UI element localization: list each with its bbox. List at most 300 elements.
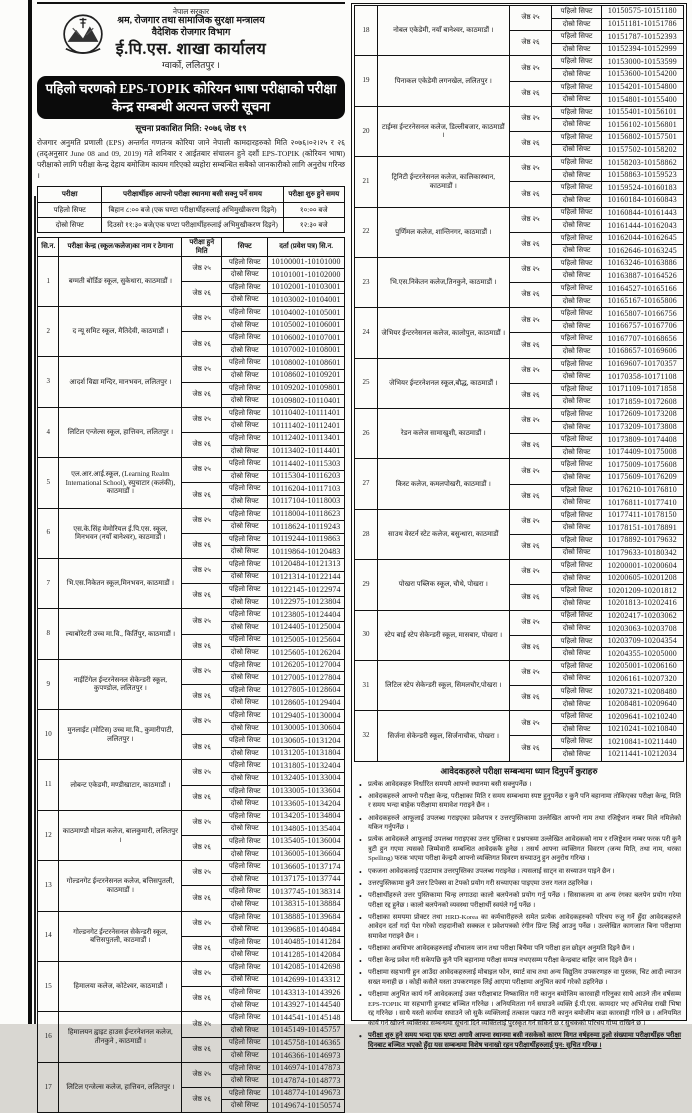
roll-number-range: 10144541-10145148 [268,1012,345,1025]
shift-label: पहिलो सिफ्ट [222,584,268,597]
shift-label: दोस्रो सिफ्ट [222,621,268,634]
exam-date: जेष्ठ २६ [182,382,222,407]
shift-label: दोस्रो सिफ्ट [552,94,601,107]
shift-label: पहिलो सिफ्ट [222,760,268,773]
exam-date: जेष्ठ २६ [182,785,222,810]
first-shift-label: पहिलो सिफ्ट [38,202,102,217]
shift-label: पहिलो सिफ्ट [222,684,268,697]
published-date: सूचना प्रकाशित मिति: २०७६ जेष्ठ १९ [135,122,247,133]
shift-label: पहिलो सिफ्ट [552,56,601,69]
exam-center-row [355,56,684,69]
shift-label: पहिलो सिफ्ट [552,484,601,497]
exam-date: जेष्ठ २५ [182,760,222,785]
shift-label: पहिलो सिफ्ट [222,407,268,420]
exam-center-row [355,257,684,270]
shift-label: पहिलो सिफ्ट [552,610,601,623]
roll-number-range: 10123805-10124404 [268,609,345,622]
shift-label: दोस्रो सिफ्ट [222,647,268,660]
exam-center-row [38,407,345,420]
shift-label: पहिलो सिफ्ट [222,1037,268,1050]
government-line: नेपाल सरकार [172,7,210,16]
roll-number-range: 10133605-10134204 [268,798,345,811]
roll-number-range: 10153000-10153599 [601,56,683,69]
exam-date: जेष्ठ २६ [182,735,222,760]
note-bullet: • आवेदकहरुले आफूलाई उपलब्ध गराइएका प्रवेशपत्र र उत्तरपुस्तिकामा उल्लेखित आफ्नो नाम तथा रजिष्ट्रेशन नम्बर मिले नमिलेको यकिन गर्नुपर्नेछ । [368,814,681,833]
center-sn: 6 [38,508,59,558]
exam-date: जेष्ठ २५ [182,961,222,986]
roll-number-range: 10138315-10138884 [268,898,345,911]
roll-number-range: 10119244-10119863 [268,533,345,546]
roll-number-range: 10173209-10173808 [601,421,683,434]
shift-col-seating-time: परीक्षार्थीहरु आफ्नो परीक्षा स्थानमा बसी सक्नु पर्ने समय [102,186,283,202]
roll-number-range: 10171109-10171858 [601,383,683,396]
roll-number-range: 10122975-10123804 [268,596,345,609]
exam-date: जेष्ठ २५ [182,659,222,684]
shift-label: पहिलो सिफ्ट [222,836,268,849]
exam-date: जेष्ठ २५ [509,711,552,736]
shift-label: दोस्रो सिफ्ट [222,344,268,357]
note-bullet: • परीक्षार्थीहरुले उत्तर पुस्तिकामा चिन्ह लगाउदा कालो बलपेनको प्रयोग गर्नु पर्नेछ । सिसाकलम वा अन्य रंगका बलपेन प्रयोग गरेमा परीक्षा रद्द हुनेछ । कालो बलपेनको व्यवस्था परीक्षार्थी स्वयंले गर्नु पर्नेछ । [368,891,681,910]
exam-date: जेष्ठ २६ [182,1037,222,1062]
centers-table-header-row [38,237,345,256]
shift-label: पहिलो सिफ्ट [552,308,601,321]
shift-label: दोस्रो सिफ्ट [552,144,601,157]
shift-label: पहिलो सिफ्ट [222,936,268,949]
shift-row-first [38,202,345,217]
center-name: हिमालया कलेज, कोटेश्वर, काठमाडौं । [59,961,182,1011]
shift-label: दोस्रो सिफ्ट [222,1050,268,1063]
exam-date: जेष्ठ २५ [182,458,222,483]
second-shift-seating: दिउसो ११:३० बजे(एक घण्टा परीक्षार्थीहरुलाई अभिमुखीकरण दिइने) [102,217,283,232]
exam-date: जेष्ठ २६ [509,434,552,459]
roll-number-range: 10145149-10145757 [268,1024,345,1037]
exam-center-row [38,558,345,571]
shift-label: दोस्रो सिफ्ट [222,521,268,534]
exam-center-row [38,307,345,320]
exam-date: जेष्ठ २५ [509,308,552,333]
exam-date: जेष्ठ २६ [182,836,222,861]
roll-number-range: 10125005-10125604 [268,634,345,647]
center-name: लोबन्ट एकेडमी, मण्डीखाटार, काठमाडौं । [59,760,182,810]
exam-date: जेष्ठ २५ [182,861,222,886]
shift-label: पहिलो सिफ्ट [222,382,268,395]
shift-label: दोस्रो सिफ्ट [222,898,268,911]
exam-centers-table-left [37,237,345,1113]
shift-label: पहिलो सिफ्ट [222,609,268,622]
exam-date: जेष्ठ २६ [509,383,552,408]
center-name: ट्रिनिटी ईन्टरनेसनल कलेज, कालिकास्थान, काठमाडौं । [378,157,510,207]
roll-number-range: 10149674-10150574 [268,1100,345,1113]
roll-number-range: 10109202-10109801 [268,382,345,395]
note-bullet: • परीक्षामा अनुचित कार्य गर्ने आवेदकलाई उक्त परीक्षाबाट निष्कासित गरी कानुन बमोजिम कारवाही गरिनुका साथै आउने तीन वर्षसम्म EPS-TOPIK मा सहभागी हुनबाट बञ्चित गरिनेछ । अनियमितता गर्न सघाउने व्यक्ति ई.पी.एस. कामदार भए अभिलेख राखी भिषा रद्द गरिनेछ । साथै यस्तो कार्यमा सघाउने जो सुकै व्यक्तिलाई तत्काल पक्राउ गरी कानुन बमोजीम कडा कारवाही गरिने छ । अनियमित कार्य गर्न खोज्ने व्यक्तिका सम्बन्धमा सूचना दिने व्यक्तिलाई पुरस्कृत गर्न सकिने छ र सुचकको परिचय गोप्य राखिने छ । [368,990,681,1028]
roll-number-range: 10119864-10120483 [268,546,345,559]
center-name: पोखरा पब्लिक स्कूल, चौथे, पोखरा । [378,560,510,610]
first-shift-start: १०:०० बजे [283,202,344,217]
roll-number-range: 10118624-10119243 [268,521,345,534]
center-name: रेडन कलेज सामाखुशी, काठमाडौं । [378,409,510,459]
note-bullet: • परीक्षामा सहभागी हुन आउँदा आवेदकहरुलाई मोबाइल फोन, स्मार्ट वाच तथा अन्य विद्युतिय उपकरणहरु वा पुस्तक, चिट आदी ल्याउन सख्त मनाही छ । कोही कसैले यस्ता उपकरणहरु लिई आएमा परीक्षामा अनुचित कार्य गरेको ठहरिनेछ । [368,968,681,987]
roll-number-range: 10203709-10204354 [601,635,683,648]
roll-number-range: 10120484-10121313 [268,558,345,571]
roll-number-range: 10103002-10104001 [268,294,345,307]
shift-label: दोस्रो सिफ्ट [222,848,268,861]
exam-date: जेष्ठ २५ [182,558,222,583]
center-sn: 20 [355,106,378,156]
roll-number-range: 10179633-10180342 [601,547,683,560]
col-sn: सि.न. [38,237,59,256]
shift-label: पहिलो सिफ्ट [552,182,601,195]
roll-number-range: 10131805-10132404 [268,760,345,773]
exam-date: जेष्ठ २६ [182,987,222,1012]
shift-label: दोस्रो सिफ्ट [222,269,268,282]
shift-label: पहिलो सिफ्ट [222,735,268,748]
roll-number-range: 10171859-10172608 [601,396,683,409]
exam-date: जेष्ठ २५ [182,307,222,332]
center-name: नाईटिंगेल ईन्टरनेसनल सेकेन्डरी स्कूल, कुपण्डोल, ललितपुर । [59,659,182,709]
exam-center-row [38,357,345,370]
roll-number-range: 10177411-10178150 [601,509,683,522]
center-name: एस.के.सिंह मेमोरियल ई.पि.एस. स्कूल, मिनभवन (नयाँ बानेश्वर), काठमाडौं । [59,508,182,558]
center-sn: 2 [38,307,59,357]
exam-date: जेष्ठ २६ [509,81,552,106]
exam-center-row [355,308,684,321]
exam-date: जेष्ठ २५ [182,911,222,936]
shift-label: पहिलो सिफ्ट [222,357,268,370]
roll-number-range: 10108602-10109201 [268,370,345,383]
exam-date: जेष्ठ २५ [182,256,222,281]
exam-date: जेष्ठ २६ [182,433,222,458]
roll-number-range: 10153600-10154200 [601,68,683,81]
note-bullet: • उत्तरपुस्तिकामा कुनै उत्तर टिपेक्स वा टेपको प्रयोग गरी सच्याएका पाइएमा उत्तर गलत ठहरिनेछ । [368,879,681,889]
exam-date: जेष्ठ २६ [509,534,552,559]
center-name: एल.आर.आई.स्कूल, (Learning Realm International School), स्युचाटार (कलंकी), काठमाडौं । [59,458,182,508]
roll-number-range: 10128605-10129404 [268,697,345,710]
shift-label: दोस्रो सिफ्ट [222,420,268,433]
center-sn: 13 [38,861,59,911]
roll-number-range: 10157502-10158202 [601,144,683,157]
center-sn: 17 [38,1062,59,1112]
roll-number-range: 10122145-10122974 [268,584,345,597]
exam-date: जेष्ठ २५ [182,407,222,432]
notes-section [354,765,684,1051]
shift-label: दोस्रो सिफ्ट [552,320,601,333]
shift-label: दोस्रो सिफ्ट [222,823,268,836]
center-name: बग्मती बोर्डिङ स्कूल, सुकेधारा, काठमाडौं । [59,256,182,306]
exam-date: जेष्ठ २५ [182,609,222,634]
roll-number-range: 10105002-10106001 [268,319,345,332]
roll-number-range: 10211441-10212034 [601,749,683,762]
roll-number-range: 10167707-10168656 [601,333,683,346]
exam-center-row [38,710,345,723]
shift-label: दोस्रो सिफ्ट [222,722,268,735]
exam-date: जेष्ठ २५ [509,207,552,232]
shift-label: दोस्रो सिफ्ट [222,1100,268,1113]
shift-label: दोस्रो सिफ्ट [552,698,601,711]
roll-number-range: 10107002-10108001 [268,344,345,357]
shift-label: पहिलो सिफ्ट [222,911,268,924]
shift-label: दोस्रो सिफ्ट [222,672,268,685]
exam-date: जेष्ठ २६ [182,533,222,558]
exam-center-row [38,508,345,521]
shift-label: दोस्रो सिफ्ट [552,18,601,31]
exam-date: जेष्ठ २६ [509,736,552,761]
roll-number-range: 10176811-10177410 [601,497,683,510]
center-sn: 7 [38,558,59,608]
note-bullet: • परीक्षाका समयमा प्रोक्टर तथा HRD-Korea का कर्मचारीहरुले समेत प्रत्येक आवेदकहरुको परिचय रुजु गर्ने हुँदा आवेदकहरुले आवेदन दर्ता गर्दा पेश गरेको राहदानीको सक्कल र प्रवेशपत्रको रंगीन प्रिन्ट लिई आउनु पर्नेछ । उल्लेखित कागजात बिना परीक्षामा समावेश गराइने छैन । [368,913,681,942]
intro-paragraph: रोजगार अनुमति प्रणाली (EPS) अन्तर्गत गणतन्त्र कोरिया जाने नेपाली कामदारहरुको मिति २०७६।०२।२५ र २६ (तद्अनुसार June 08 and 09, 2019) गते शनिबार र आईतबार संचालन हुने दशौं EPS-TOPIK (कोरियन भाषा) परीक्षाको लागि परीक्षा केन्द्र देहाय बमोजिम कायम गरिएको व्यहोरा सम्बन्धित सबैको जानकारीको लागि अनुरोध गरिन्छ । [37,137,345,181]
shift-label: दोस्रो सिफ्ट [552,270,601,283]
shift-label: दोस्रो सिफ्ट [552,194,601,207]
exam-date: जेष्ठ २५ [182,1062,222,1087]
roll-number-range: 10174409-10175008 [601,446,683,459]
roll-number-range: 10207321-10208480 [601,686,683,699]
roll-number-range: 10127805-10128604 [268,684,345,697]
roll-number-range: 10150575-10151180 [601,6,683,19]
shift-label: पहिलो सिफ्ट [222,785,268,798]
shift-label: पहिलो सिफ्ट [552,509,601,522]
exam-center-row [355,157,684,170]
exam-center-row [38,1062,345,1075]
roll-number-range: 10116204-10117103 [268,483,345,496]
col-shift: सिफ्ट [222,237,268,256]
roll-number-range: 10143313-10143926 [268,987,345,1000]
shift-label: पहिलो सिफ्ट [222,987,268,1000]
shift-label: पहिलो सिफ्ट [222,483,268,496]
roll-number-range: 10170358-10171108 [601,371,683,384]
exam-date: जेष्ठ २६ [509,283,552,308]
exam-center-row [355,711,684,724]
center-sn: 24 [355,308,378,358]
shift-label: दोस्रो सिफ्ट [552,220,601,233]
notice-title-banner: पहिलो चरणको EPS-TOPIK कोरियन भाषा परीक्षाको परीक्षा केन्द्र सम्बन्धी अत्यन्त जरुरी सूचना [37,76,345,118]
shift-label: दोस्रो सिफ्ट [222,798,268,811]
exam-center-row [355,509,684,522]
roll-number-range: 10176210-10176810 [601,484,683,497]
shift-label: दोस्रो सिफ्ट [552,648,601,661]
center-name: सिर्जना सेकेन्डरी स्कूल, सिर्जनाचौक, पोखरा । [378,711,510,761]
shift-label: दोस्रो सिफ्ट [222,974,268,987]
roll-number-range: 10118004-10118623 [268,508,345,521]
roll-number-range: 10162044-10162645 [601,232,683,245]
shift-label: दोस्रो सिफ्ट [222,571,268,584]
shift-label: दोस्रो सिफ्ट [552,749,601,762]
shift-label: दोस्रो सिफ्ट [552,623,601,636]
shift-label: पहिलो सिफ्ट [552,207,601,220]
exam-center-row [355,560,684,573]
shift-label: दोस्रो सिफ्ट [552,421,601,434]
roll-number-range: 10110402-10111401 [268,407,345,420]
roll-number-range: 10173809-10174408 [601,434,683,447]
col-exam-date: परीक्षा हुने मिति [182,237,222,256]
roll-number-range: 10203063-10203708 [601,623,683,636]
exam-center-row [355,409,684,422]
shift-label: पहिलो सिफ्ट [552,257,601,270]
shift-label: पहिलो सिफ्ट [222,433,268,446]
roll-number-range: 10117104-10118003 [268,495,345,508]
roll-number-range: 10147874-10148773 [268,1075,345,1088]
shift-label: दोस्रो सिफ्ट [552,119,601,132]
center-sn: 22 [355,207,378,257]
shift-label: पहिलो सिफ्ट [552,560,601,573]
exam-date: जेष्ठ २५ [509,459,552,484]
center-name: काठमाण्डौ मोडल कलेज, बालकुमारी, ललितपुर । [59,810,182,860]
roll-number-range: 10101001-10102000 [268,269,345,282]
shift-label: दोस्रो सिफ्ट [552,471,601,484]
shift-label: पहिलो सिफ्ट [552,333,601,346]
shift-label: पहिलो सिफ्ट [222,307,268,320]
center-sn: 5 [38,458,59,508]
roll-number-range: 10154801-10155400 [601,94,683,107]
shift-label: पहिलो सिफ्ट [552,434,601,447]
center-name: पुर्णिमल कलेज, शान्तिनगर, काठमाडौं । [378,207,510,257]
shift-label: पहिलो सिफ्ट [552,660,601,673]
shift-label: दोस्रो सिफ्ट [222,697,268,710]
roll-number-range: 10210841-10211440 [601,736,683,749]
center-name: गोल्डनगेट ईन्टरनेसनल सेकेन्डरी स्कूल, बत्तिसपुतली, काठमाडौं । [59,911,182,961]
roll-number-range: 10175009-10175608 [601,459,683,472]
roll-number-range: 10200605-10201208 [601,572,683,585]
roll-number-range: 10163887-10164526 [601,270,683,283]
exam-date: जेष्ठ २५ [509,509,552,534]
shift-label: पहिलो सिफ्ट [222,558,268,571]
exam-date: जेष्ठ २५ [509,409,552,434]
roll-number-range: 10134805-10135404 [268,823,345,836]
exam-date: जेष्ठ २५ [509,358,552,383]
roll-number-range: 10114402-10115303 [268,458,345,471]
center-sn: 25 [355,358,378,408]
exam-date: जेष्ठ २६ [509,182,552,207]
shift-label: पहिलो सिफ्ट [222,1062,268,1075]
shift-label: दोस्रो सिफ्ट [552,396,601,409]
exam-date: जेष्ठ २६ [182,483,222,508]
exam-date: जेष्ठ २५ [509,257,552,282]
exam-center-row [38,760,345,773]
roll-number-range: 10146366-10146973 [268,1050,345,1063]
roll-number-range: 10172609-10173208 [601,409,683,422]
roll-number-range: 10132405-10133004 [268,773,345,786]
roll-number-range: 10115304-10116203 [268,470,345,483]
center-sn: 1 [38,256,59,306]
exam-date: जेष्ठ २५ [182,508,222,533]
note-bullet: • प्रत्येक आवेदकहरु निर्धारित समयमै आफ्नो स्थानमा बसी सक्नुपर्नेछ । [368,780,681,790]
exam-date: जेष्ठ २५ [509,660,552,685]
center-sn: 8 [38,609,59,659]
shift-label: पहिलो सिफ्ट [552,283,601,296]
center-sn: 19 [355,56,378,106]
exam-date: जेष्ठ २६ [182,684,222,709]
office-location: ग्वार्को, ललितपुर । [162,60,220,71]
roll-number-range: 10205001-10206160 [601,660,683,673]
notes-heading: आवेदकहरुले परीक्षा सम्बन्धमा ध्यान दिनुपर्ने कुराहरु [440,765,598,776]
shift-col-exam: परीक्षा [38,186,102,202]
shift-label: पहिलो सिफ्ट [552,635,601,648]
shift-label: दोस्रो सिफ्ट [552,68,601,81]
nepal-government-emblem-icon [57,11,109,59]
center-sn: 31 [355,660,378,710]
shift-label: दोस्रो सिफ्ट [222,924,268,937]
roll-number-range: 10156102-10156801 [601,119,683,132]
shift-label: पहिलो सिफ्ट [552,459,601,472]
center-name: जेभियर ईन्टरनेशनल स्कूल,बौद्ध, काठमाडौं । [378,358,510,408]
center-sn: 4 [38,407,59,457]
shift-label: दोस्रो सिफ्ट [222,1075,268,1088]
exam-center-row [355,610,684,623]
exam-date: जेष्ठ २५ [509,610,552,635]
shift-label: पहिलो सिफ्ट [222,634,268,647]
roll-number-range: 10148774-10149673 [268,1087,345,1100]
center-name: भि.एस.निकेतन कलेज,तिनकुने, काठमाडौं । [378,257,510,307]
roll-number-range: 10208481-10209640 [601,698,683,711]
shift-label: दोस्रो सिफ्ट [552,446,601,459]
shift-label: दोस्रो सिफ्ट [222,319,268,332]
shift-label: दोस्रो सिफ्ट [552,673,601,686]
shift-label: पहिलो सिफ्ट [222,961,268,974]
roll-number-range: 10133005-10133604 [268,785,345,798]
shift-label: दोस्रो सिफ्ट [222,747,268,760]
exam-date: जेष्ठ २६ [509,131,552,156]
shift-label: पहिलो सिफ्ट [552,686,601,699]
center-sn: 10 [38,710,59,760]
roll-number-range: 10129405-10130004 [268,710,345,723]
shift-label: पहिलो सिफ्ट [222,256,268,269]
roll-number-range: 10152394-10152999 [601,43,683,56]
shift-label: पहिलो सिफ्ट [552,106,601,119]
center-sn: 12 [38,810,59,860]
roll-number-range: 10160184-10160843 [601,194,683,207]
notes-list [357,780,681,1051]
shift-label: पहिलो सिफ्ट [222,659,268,672]
letterhead [37,7,345,71]
center-name: साउथ वेस्टर्न स्टेट कलेज, बसुन्धारा, काठमाडौं [378,509,510,559]
roll-number-range: 10143927-10144540 [268,999,345,1012]
roll-number-range: 10161444-10162043 [601,220,683,233]
shift-label: दोस्रो सिफ्ट [552,245,601,258]
roll-number-range: 10126205-10127004 [268,659,345,672]
center-name: द न्यू समिट स्कूल, मैतिदेवी, काठमाडौं । [59,307,182,357]
shift-label: पहिलो सिफ्ट [552,31,601,44]
center-sn: 14 [38,911,59,961]
exam-date: जेष्ठ २६ [509,484,552,509]
center-sn: 21 [355,157,378,207]
roll-number-range: 10139685-10140484 [268,924,345,937]
note-bullet-final-warning: • परीक्षा शुरु हुने समय भन्दा एक घण्टा अगावै आफ्ना स्थानमा बसी नसकेको कारण विगत वर्षहरुमा ठुलो संख्यामा परीक्षार्थीहरु परीक्षा दिनबाट बञ्चित भएको हुँदा यस सम्बन्धमा विशेष चनाखो रहन परीक्षार्थीहरुलाई पुन: सूचित गरिन्छ । [368,1031,681,1050]
shift-label: पहिलो सिफ्ट [222,710,268,723]
note-bullet: • परीक्षा केन्द्र प्रवेश गरी सकेपछि कुनै पनि बहानामा परीक्षा सम्पन्न नभएसम्म परीक्षा केन्द्रबाट बाहिर जान दिइने छैन । [368,956,681,966]
exam-center-row [355,207,684,220]
roll-number-range: 10202417-10203062 [601,610,683,623]
shift-label: दोस्रो सिफ्ट [222,495,268,508]
roll-number-range: 10140485-10141284 [268,936,345,949]
roll-number-range: 10206161-10207320 [601,673,683,686]
roll-number-range: 10142699-10143312 [268,974,345,987]
roll-number-range: 10156802-10157501 [601,131,683,144]
shift-label: दोस्रो सिफ्ट [222,294,268,307]
roll-number-range: 10159524-10160183 [601,182,683,195]
exam-date: जेष्ठ २६ [509,333,552,358]
exam-date: जेष्ठ २५ [509,106,552,131]
shift-table-header-row [38,186,345,202]
exam-center-row [38,659,345,672]
center-sn: 15 [38,961,59,1011]
exam-date: जेष्ठ २६ [182,1087,222,1112]
exam-center-row [38,1012,345,1025]
roll-number-range: 10137175-10137744 [268,873,345,886]
exam-date: जेष्ठ २६ [182,634,222,659]
center-name: टाईम्स ईन्टरनेसनल कलेज, डिल्लीबजार, काठमाडौं । [378,106,510,156]
shift-label: दोस्रो सिफ्ट [552,723,601,736]
exam-date: जेष्ठ २५ [182,1012,222,1037]
center-name: लिटिल एन्जेल्स कलेज, हात्तिवन, ललितपुर । [59,1062,182,1112]
